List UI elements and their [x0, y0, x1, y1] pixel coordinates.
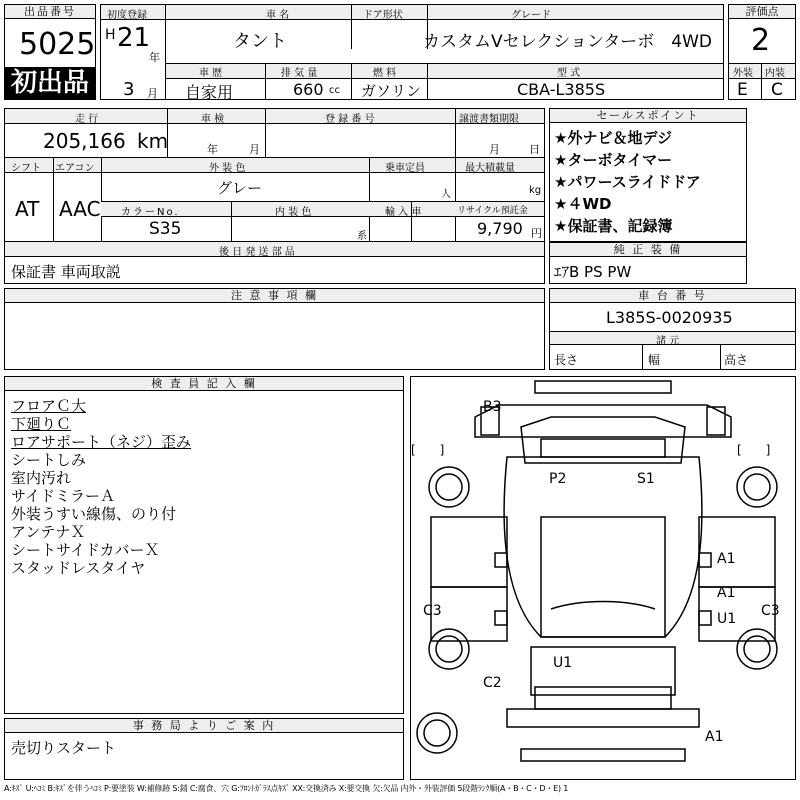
inspector-box — [4, 376, 404, 714]
first-reg-header: 初度登録 — [107, 10, 147, 21]
equipment-value: ｴｱB PS PW — [554, 263, 632, 281]
reg-no-header: 登 録 番 号 — [325, 114, 375, 125]
model-header: 型 式 — [557, 68, 581, 79]
vehicle-info-box — [100, 4, 724, 100]
chassis-header: 車 台 番 号 — [550, 289, 795, 303]
aircon-value: AAC — [59, 197, 101, 221]
inspector-item: シートしみ — [11, 451, 87, 469]
rating-box — [728, 4, 796, 100]
chassis-number: L385S-0020935 — [606, 308, 733, 327]
inspection-month-unit: 月 — [249, 143, 260, 156]
sales-item: ★外ナビ＆地デジ — [554, 129, 673, 147]
lot-header: 出品番号 — [5, 5, 95, 19]
equipment-box — [549, 242, 747, 284]
history-value: 自家用 — [185, 83, 234, 102]
sales-points-box — [549, 108, 747, 242]
mileage-header: 走 行 — [75, 114, 99, 125]
mark-b3: B3 — [483, 399, 502, 415]
inspector-item: 外装うすい線傷、のり付 — [11, 505, 177, 523]
sales-item: ★パワースライドドア — [554, 173, 701, 191]
inspector-item: アンテナＸ — [11, 523, 86, 541]
transfer-header: 譲渡書類期限 — [459, 114, 519, 125]
office-box — [4, 718, 404, 780]
sales-item: ★ターボタイマー — [554, 151, 673, 169]
fuel-header: 燃 料 — [373, 68, 397, 79]
max-load-unit: kg — [529, 185, 542, 196]
sales-item: ★４WD — [554, 195, 612, 213]
max-load-header: 最大積載量 — [465, 163, 515, 174]
mileage-value: 205,166 — [43, 129, 126, 153]
mark-a1: A1 — [717, 585, 736, 601]
color-no-header: カラーNo. — [121, 207, 180, 218]
car-outline-svg — [411, 377, 795, 779]
inspector-item: 下廻りＣ — [11, 415, 72, 433]
lot-box — [4, 4, 96, 100]
first-listing-badge: 初出品 — [5, 67, 95, 99]
grade-header: グレード — [511, 10, 551, 21]
first-reg-era: H — [105, 27, 116, 43]
first-reg-year-unit: 年 — [149, 51, 160, 64]
mark-u1: U1 — [553, 655, 573, 671]
history-header: 車 歴 — [199, 68, 223, 79]
height-label: 高さ — [724, 353, 749, 367]
car-name-header: 車 名 — [266, 10, 290, 21]
aircon-header: エアコン — [55, 163, 95, 174]
sales-item: ★保証書、記録簿 — [554, 217, 673, 235]
sales-list — [554, 127, 701, 237]
inspection-year-unit: 年 — [207, 143, 218, 156]
ext-color-header: 外 装 色 — [209, 163, 246, 174]
sales-header: セールスポイント — [550, 109, 746, 123]
inspector-item: スタッドレスタイヤ — [11, 559, 146, 577]
lot-number: 5025 — [19, 27, 96, 62]
int-color-header: 内 装 色 — [275, 207, 312, 218]
mark-c2: C2 — [483, 675, 502, 691]
chassis-box — [549, 288, 796, 370]
rating-value: 2 — [751, 23, 771, 58]
inspector-item: 室内汚れ — [11, 469, 72, 487]
legend: A:ｷｽﾞ U:ﾍｺﾐ B:ｷｽﾞを伴うﾍｺﾐ P:要塗装 W:補修跡 S:錆 C:腐食、穴 G:ﾌﾛﾝﾄｶﾞﾗｽ点ｷｽﾞ XX:交換済み X:要交換 欠:欠品 内外・外装評価 5段階ﾗﾝｸ順(A・B・C・D・E) 1 — [4, 784, 569, 793]
office-header: 事 務 局 よ り ご 案 内 — [5, 719, 403, 733]
mark-a1: A1 — [705, 729, 724, 745]
damage-diagram — [410, 376, 796, 780]
car-name-value: タント — [233, 31, 287, 52]
shift-header: シフト — [11, 163, 41, 174]
inspector-header: 検 査 員 記 入 欄 — [5, 377, 403, 391]
grade-value: カスタムVセレクションターボ 4WD — [423, 32, 712, 52]
mark-u1: U1 — [717, 611, 737, 627]
mileage-unit: km — [137, 129, 169, 153]
exterior-grade: E — [737, 80, 748, 100]
first-reg-month: 3 — [123, 79, 135, 100]
inspector-item: フロアＣ大 — [11, 397, 87, 415]
width-label: 幅 — [648, 353, 661, 367]
first-reg-month-unit: 月 — [147, 87, 158, 100]
displacement-header: 排 気 量 — [281, 68, 318, 79]
mark-a1: A1 — [717, 551, 736, 567]
inspector-item: ロアサポート（ネジ）歪み — [11, 433, 192, 451]
details-box — [4, 108, 545, 284]
mark-c3: C3 — [423, 603, 442, 619]
inspector-item: シートサイドカバーＸ — [11, 541, 160, 559]
displacement-value: 660 — [293, 80, 324, 99]
bracket-right: [ ] — [737, 443, 771, 457]
interior-label: 内装 — [765, 68, 785, 79]
shift-value: AT — [15, 197, 40, 221]
length-label: 長さ — [554, 353, 579, 367]
bracket-left: [ ] — [411, 443, 445, 457]
import-header: 輸 入 車 — [385, 207, 422, 218]
recycle-unit: 円 — [531, 227, 542, 240]
first-reg-year: 21 — [117, 23, 151, 53]
shipping-value: 保証書 車両取説 — [11, 263, 121, 281]
ext-color-value: グレー — [217, 179, 263, 197]
office-value: 売切りスタート — [11, 739, 117, 757]
color-no-value: S35 — [149, 219, 182, 239]
shipping-header: 後 日 発 送 部 品 — [219, 247, 295, 258]
transfer-day-unit: 日 — [529, 143, 540, 156]
fuel-value: ガソリン — [361, 82, 422, 100]
rating-header: 評価点 — [729, 5, 795, 19]
door-header: ドア形状 — [363, 10, 403, 21]
mark-p2: P2 — [549, 471, 567, 487]
model-value: CBA-L385S — [517, 80, 606, 99]
spec-header: 諸 元 — [656, 336, 680, 347]
equipment-header: 純 正 装 備 — [550, 243, 746, 257]
inspector-list — [11, 397, 191, 577]
interior-grade: C — [771, 80, 783, 100]
notes-box — [4, 288, 545, 370]
mark-s1: S1 — [637, 471, 655, 487]
transfer-month-unit: 月 — [489, 143, 500, 156]
displacement-unit: cc — [329, 85, 340, 96]
notes-header: 注 意 事 項 欄 — [5, 289, 544, 303]
recycle-value: 9,790 — [477, 219, 523, 238]
capacity-unit: 人 — [441, 189, 451, 200]
recycle-header: リサイクル預託金 — [457, 206, 528, 216]
capacity-header: 乗車定員 — [385, 163, 425, 174]
inspection-header: 車 検 — [201, 114, 225, 125]
mark-c3: C3 — [761, 603, 780, 619]
inspector-item: サイドミラーＡ — [11, 487, 115, 505]
exterior-label: 外装 — [733, 68, 753, 79]
int-color-unit: 系 — [357, 231, 367, 242]
